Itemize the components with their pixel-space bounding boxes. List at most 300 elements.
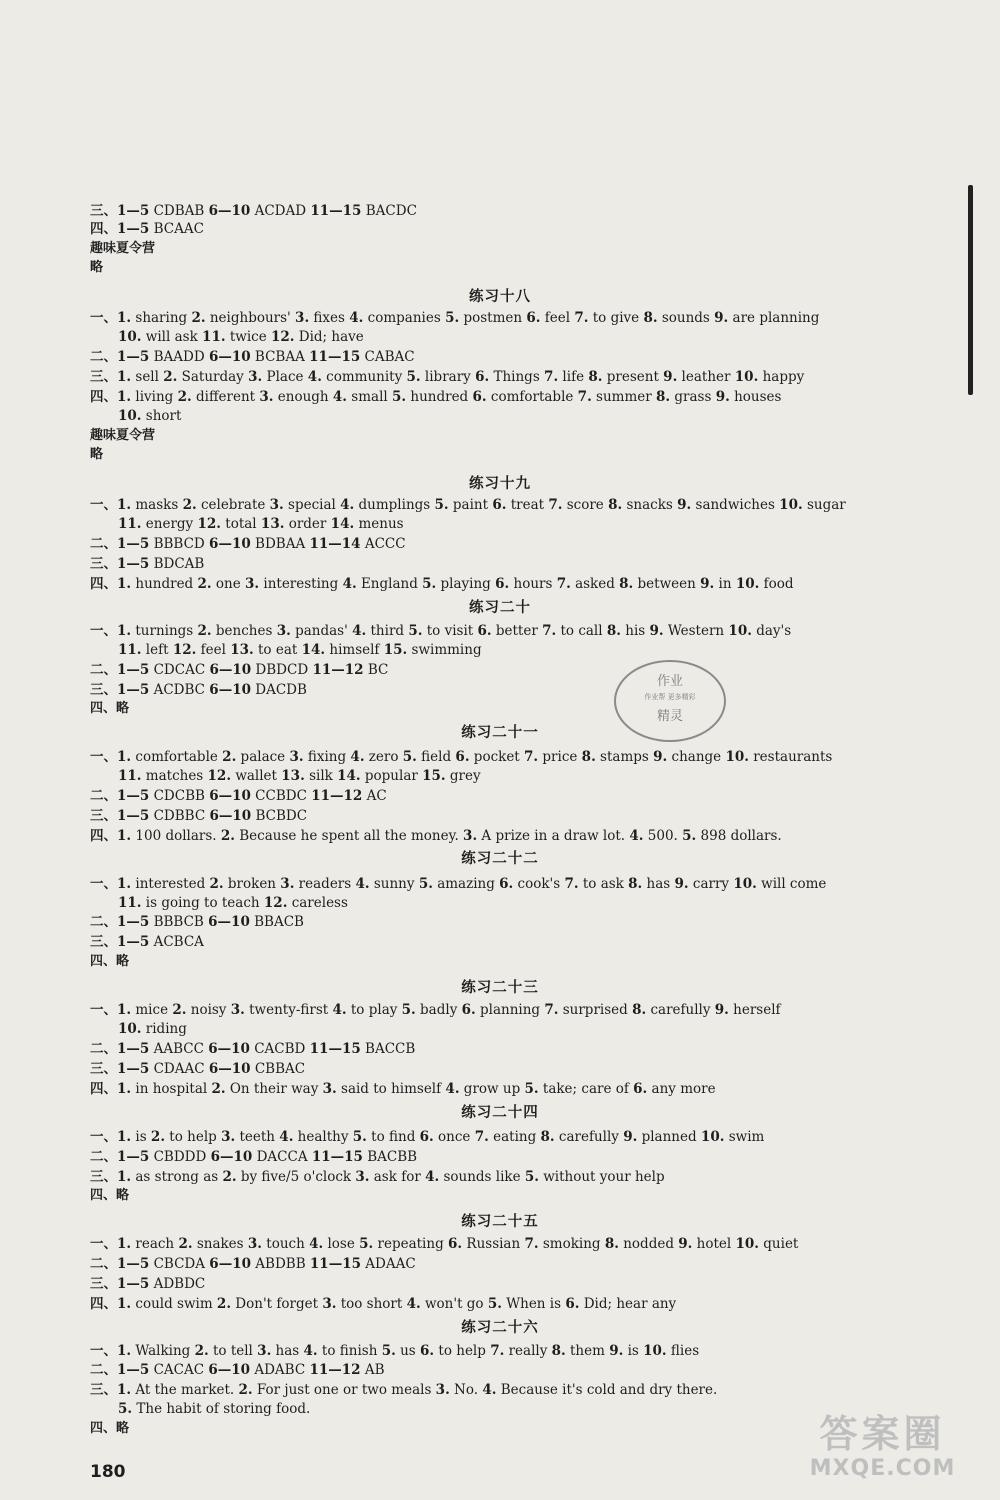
answer-text: to find <box>366 1129 420 1145</box>
answer-text: CBBAC <box>250 1061 306 1077</box>
answer-text: ACDBC <box>149 682 210 698</box>
answer-number: 3. <box>435 1382 450 1398</box>
answer-text: to give <box>588 310 644 326</box>
answer-line <box>90 1060 940 1078</box>
answer-number: 14. <box>330 516 355 532</box>
answer-text: BDBAA <box>250 536 310 552</box>
answer-text: The habit of storing food. <box>132 1401 311 1417</box>
answer-number: 6—10 <box>209 1256 251 1272</box>
answer-text: carefully <box>646 1002 715 1018</box>
answer-text: in hospital <box>131 1081 212 1097</box>
answer-number: 7. <box>490 1343 505 1359</box>
answer-text: change <box>667 749 726 765</box>
answer-number: 14. <box>337 768 361 784</box>
answer-text: CDBAB <box>149 203 209 219</box>
answer-text: Place <box>262 369 308 385</box>
answer-text: CBDDD <box>149 1149 211 1165</box>
answer-text: short <box>141 408 182 424</box>
answer-text: quiet <box>759 1236 799 1252</box>
answer-text: silk <box>304 768 338 784</box>
answer-text: Don't forget <box>231 1296 323 1312</box>
answer-number: 一、1. <box>90 497 132 513</box>
answer-text: small <box>347 389 392 405</box>
answer-text: ask for <box>369 1169 426 1185</box>
answer-number: 7. <box>574 310 589 326</box>
answer-text: BBBCD <box>149 536 210 552</box>
answer-text: hotel <box>692 1236 736 1252</box>
answer-text: to tell <box>208 1343 258 1359</box>
answer-number: 6. <box>461 1002 476 1018</box>
stamp-line-1: 作业 <box>656 674 683 689</box>
section-note: 四、略 <box>90 1421 130 1436</box>
answer-line <box>90 1255 940 1273</box>
answer-text: twice <box>225 329 271 345</box>
answer-text: his <box>620 623 650 639</box>
answer-number: 6. <box>499 876 514 892</box>
answer-text: turnings <box>131 623 198 639</box>
answer-text: repeating <box>373 1236 449 1252</box>
answer-text: 898 dollars. <box>696 828 782 844</box>
answer-text: For just one or two meals <box>252 1382 436 1398</box>
answer-text: Saturday <box>177 369 249 385</box>
answer-line <box>90 1361 940 1379</box>
answer-number: 一、1. <box>90 876 132 892</box>
answer-text: twenty-first <box>244 1002 333 1018</box>
answer-line <box>90 913 940 931</box>
answer-text: lose <box>323 1236 360 1252</box>
answer-number: 7. <box>544 369 559 385</box>
watermark-line-1: 答案圈 <box>819 1412 946 1456</box>
answer-text: field <box>416 749 456 765</box>
answer-number: 11. <box>118 642 142 658</box>
answer-number: 4. <box>303 1343 318 1359</box>
answer-text: houses <box>729 389 782 405</box>
answer-number: 9. <box>678 1236 693 1252</box>
answer-line <box>90 368 940 386</box>
answer-text: without your help <box>538 1169 665 1185</box>
answer-number: 6. <box>492 497 507 513</box>
section-title: 练习十九 <box>469 476 531 492</box>
answer-number: 2. <box>209 876 224 892</box>
answer-text: CACAC <box>149 1362 209 1378</box>
answer-number: 5. <box>422 576 437 592</box>
answer-text: take; care of <box>538 1081 634 1097</box>
answer-number: 12. <box>263 895 288 911</box>
answer-number: 3. <box>247 1236 262 1252</box>
answer-number: 10. <box>725 749 749 765</box>
answer-text: third <box>366 623 409 639</box>
answer-text: DACCA <box>252 1149 312 1165</box>
answer-number: 4. <box>340 497 355 513</box>
answer-number: 9. <box>649 623 664 639</box>
answer-number: 二、1—5 <box>90 1256 150 1272</box>
answer-line <box>118 767 968 785</box>
section-title: 练习二十一 <box>461 725 539 741</box>
section-note: 略 <box>90 260 104 275</box>
answer-number: 三、1—5 <box>90 1276 150 1292</box>
answer-text: one <box>211 576 245 592</box>
answer-text: left <box>141 642 173 658</box>
answer-number: 11—12 <box>311 788 363 804</box>
answer-text: sugar <box>802 497 846 513</box>
answer-text: ABDBB <box>250 1256 310 1272</box>
answer-number: 二、1—5 <box>90 1041 150 1057</box>
answer-text: won't go <box>420 1296 488 1312</box>
answer-text: Because he spent all the money. <box>234 828 464 844</box>
answer-number: 四、1. <box>90 576 132 592</box>
answer-number: 6—10 <box>209 536 251 552</box>
answer-line <box>90 555 940 573</box>
answer-text: living <box>131 389 178 405</box>
answer-text: planning <box>475 1002 545 1018</box>
answer-text: flies <box>666 1343 700 1359</box>
answer-number: 10. <box>643 1343 667 1359</box>
answer-text: happy <box>758 369 805 385</box>
answer-number: 11. <box>118 895 142 911</box>
answer-text: will come <box>756 876 827 892</box>
answer-number: 5. <box>524 1081 539 1097</box>
answer-number: 8. <box>619 576 634 592</box>
answer-text: noisy <box>186 1002 231 1018</box>
answer-number: 7. <box>556 576 571 592</box>
answer-text: food <box>759 576 794 592</box>
answer-number: 三、1—5 <box>90 203 150 219</box>
answer-line <box>118 407 968 425</box>
answer-text: 500. <box>643 828 683 844</box>
answer-number: 2. <box>163 369 178 385</box>
answer-number: 6. <box>472 389 487 405</box>
answer-text: CACBD <box>249 1041 310 1057</box>
answer-number: 8. <box>540 1129 555 1145</box>
answer-number: 10. <box>700 1129 725 1145</box>
answer-text: is <box>623 1343 644 1359</box>
answer-number: 二、1—5 <box>90 536 150 552</box>
answer-text: masks <box>131 497 183 513</box>
answer-number: 6—10 <box>209 808 252 824</box>
answer-text: sounds <box>657 310 715 326</box>
answer-text: sharing <box>131 310 192 326</box>
answer-number: 8. <box>606 623 621 639</box>
answer-number: 3. <box>221 1129 236 1145</box>
answer-number: 11—15 <box>310 203 362 219</box>
answer-number: 5. <box>392 389 407 405</box>
answer-number: 7. <box>577 389 592 405</box>
answer-text: asked <box>570 576 620 592</box>
answer-number: 8. <box>588 369 603 385</box>
answer-text: ADBDC <box>149 1276 206 1292</box>
answer-text: celebrate <box>196 497 270 513</box>
answer-text: BBACB <box>249 914 304 930</box>
answer-number: 3. <box>276 623 291 639</box>
answer-text: to help <box>434 1343 491 1359</box>
answer-text: nodded <box>618 1236 679 1252</box>
answer-number: 14. <box>301 642 326 658</box>
answer-text: to call <box>556 623 607 639</box>
answer-text: CDAAC <box>149 1061 209 1077</box>
answer-text: swimming <box>407 642 482 658</box>
answer-text: interested <box>131 876 210 892</box>
section-note: 四、略 <box>90 954 130 969</box>
answer-number: 三、1—5 <box>90 1061 150 1077</box>
answer-text: hundred <box>406 389 473 405</box>
section-note: 趣味夏令营 <box>90 241 156 256</box>
answer-line <box>90 827 940 845</box>
answer-text: healthy <box>293 1129 353 1145</box>
answer-text: Walking <box>131 1343 195 1359</box>
answer-text: Western <box>663 623 729 639</box>
answer-number: 7. <box>524 749 539 765</box>
answer-line <box>118 515 968 533</box>
answer-text: fixing <box>303 749 351 765</box>
answer-text: stamps <box>595 749 654 765</box>
answer-text: BAADD <box>149 349 209 365</box>
answer-number: 二、1—5 <box>90 788 150 804</box>
answer-number: 8. <box>604 1236 619 1252</box>
answer-text: playing <box>436 576 496 592</box>
answer-number: 4. <box>445 1081 460 1097</box>
answer-number: 9. <box>700 576 715 592</box>
answer-text: riding <box>141 1021 187 1037</box>
answer-number: 5. <box>359 1236 374 1252</box>
answer-text: AABCC <box>149 1041 209 1057</box>
answer-text: Did; have <box>294 329 364 345</box>
answer-text: neighbours' <box>205 310 296 326</box>
answer-text: menus <box>354 516 404 532</box>
answer-number: 12. <box>197 516 221 532</box>
answer-text: Because it's cold and dry there. <box>496 1382 718 1398</box>
answer-number: 2. <box>216 1296 232 1312</box>
answer-text: When is <box>501 1296 566 1312</box>
answer-text: sunny <box>369 876 419 892</box>
answer-number: 二、1—5 <box>90 1362 150 1378</box>
answer-text: has <box>271 1343 304 1359</box>
answer-text: CDCBB <box>149 788 210 804</box>
answer-text: sell <box>131 369 164 385</box>
answer-number: 12. <box>207 768 232 784</box>
answer-text: treat <box>506 497 549 513</box>
answer-text: BCAAC <box>149 221 204 237</box>
answer-number: 6—10 <box>208 1061 251 1077</box>
answer-number: 6—10 <box>209 788 251 804</box>
answer-number: 4. <box>332 389 347 405</box>
answer-text: present <box>602 369 664 385</box>
answer-number: 9. <box>663 369 678 385</box>
answer-text: day's <box>751 623 792 639</box>
answer-text: comfortable <box>486 389 578 405</box>
answer-number: 7. <box>564 876 579 892</box>
answer-number: 2. <box>222 1169 237 1185</box>
section-note: 趣味夏令营 <box>90 428 156 443</box>
answer-number: 7. <box>548 497 563 513</box>
answer-text: is going to teach <box>141 895 264 911</box>
answer-number: 2. <box>182 497 197 513</box>
answer-number: 6. <box>477 623 492 639</box>
answer-number: 3. <box>322 1081 337 1097</box>
answer-number: 4. <box>352 623 367 639</box>
answer-text: to visit <box>422 623 478 639</box>
answer-line <box>90 388 940 406</box>
stamp-line-3: 精灵 <box>656 709 683 724</box>
answer-line <box>90 575 940 593</box>
section-title: 练习二十二 <box>461 851 539 867</box>
answer-text: broken <box>223 876 281 892</box>
answer-text: grow up <box>459 1081 525 1097</box>
answer-number: 6—10 <box>210 1149 253 1165</box>
answer-number: 7. <box>542 623 557 639</box>
answer-number: 2. <box>220 828 235 844</box>
answer-text: special <box>283 497 341 513</box>
answer-number: 四、1. <box>90 389 132 405</box>
answer-number: 2. <box>172 1002 187 1018</box>
answer-text: Did; hear any <box>579 1296 677 1312</box>
answer-number: 3. <box>322 1296 337 1312</box>
answer-text: herself <box>728 1002 781 1018</box>
answer-text: Things <box>489 369 545 385</box>
answer-text: BACDC <box>361 203 417 219</box>
answer-number: 10. <box>733 876 757 892</box>
answer-text: carry <box>688 876 734 892</box>
answer-line <box>90 875 940 893</box>
answer-number: 6. <box>455 749 470 765</box>
answer-text: CDBBC <box>149 808 210 824</box>
answer-number: 2. <box>177 389 192 405</box>
answer-number: 3. <box>269 497 284 513</box>
answer-text: feel <box>196 642 231 658</box>
answer-text: Russian <box>462 1236 525 1252</box>
answer-text: eating <box>488 1129 541 1145</box>
answer-text: swim <box>724 1129 765 1145</box>
answer-number: 4. <box>425 1169 440 1185</box>
answer-text: grey <box>445 768 481 784</box>
answer-text: CCBDC <box>250 788 312 804</box>
answer-text: carefully <box>554 1129 624 1145</box>
answer-number: 一、1. <box>90 1002 132 1018</box>
answer-line <box>90 1381 940 1399</box>
answer-number: 三、1—5 <box>90 556 150 572</box>
answer-text: BCBDC <box>251 808 308 824</box>
answer-text: enough <box>273 389 333 405</box>
answer-text: to help <box>165 1129 222 1145</box>
answer-text: in <box>714 576 736 592</box>
answer-line <box>90 1148 940 1166</box>
section-title: 练习十八 <box>469 289 531 305</box>
answer-number: 9. <box>609 1343 624 1359</box>
answer-text: has <box>642 876 675 892</box>
answer-text: us <box>395 1343 421 1359</box>
answer-number: 10. <box>735 576 760 592</box>
answer-number: 13. <box>230 642 254 658</box>
answer-text: said to himself <box>336 1081 446 1097</box>
answer-number: 4. <box>482 1382 497 1398</box>
answer-text: energy <box>141 516 198 532</box>
answer-line <box>90 1342 940 1360</box>
answer-text: BACBB <box>362 1149 418 1165</box>
answer-number: 4. <box>307 369 322 385</box>
answer-text: BDCAB <box>149 556 205 572</box>
answer-text: CABAC <box>360 349 415 365</box>
answer-number: 9. <box>714 1002 729 1018</box>
answer-number: 9. <box>674 876 689 892</box>
answer-number: 四、1. <box>90 1081 132 1097</box>
answer-number: 5. <box>445 310 460 326</box>
answer-text: score <box>562 497 609 513</box>
answer-text: CDCAC <box>149 662 210 678</box>
answer-text: himself <box>325 642 384 658</box>
answer-number: 5. <box>682 828 697 844</box>
answer-text: to play <box>346 1002 402 1018</box>
answer-number: 2. <box>211 1081 226 1097</box>
answer-text: ACBCA <box>149 934 204 950</box>
answer-line <box>90 787 940 805</box>
answer-number: 8. <box>551 1343 566 1359</box>
answer-number: 3. <box>280 876 295 892</box>
answer-text: palace <box>236 749 290 765</box>
answer-text: comfortable <box>131 749 223 765</box>
answer-text: hundred <box>131 576 198 592</box>
answer-text: ACCC <box>360 536 406 552</box>
answer-number: 6—10 <box>208 1041 250 1057</box>
answer-text: pocket <box>469 749 525 765</box>
watermark <box>780 1412 985 1487</box>
answer-number: 一、1. <box>90 310 132 326</box>
page-number: 180 <box>90 1462 126 1482</box>
answer-text: them <box>565 1343 610 1359</box>
answer-text: badly <box>415 1002 462 1018</box>
answer-text: reach <box>131 1236 179 1252</box>
answer-number: 4. <box>406 1296 421 1312</box>
answer-number: 7. <box>524 1236 539 1252</box>
answer-number: 10. <box>779 497 803 513</box>
answer-number: 2. <box>194 1343 209 1359</box>
answer-number: 2. <box>197 623 212 639</box>
answer-line <box>90 622 940 640</box>
answer-number: 8. <box>632 1002 647 1018</box>
answer-text: will ask <box>141 329 203 345</box>
answer-number: 2. <box>222 749 237 765</box>
answer-text: different <box>191 389 260 405</box>
answer-number: 4. <box>350 749 365 765</box>
answer-text: really <box>504 1343 552 1359</box>
answer-text: careless <box>287 895 348 911</box>
answer-line <box>90 1295 940 1313</box>
answer-number: 四、1. <box>90 828 132 844</box>
answer-text: A prize in a draw lot. <box>477 828 630 844</box>
answer-number: 3. <box>248 369 263 385</box>
answer-text: is <box>131 1129 151 1145</box>
answer-number: 3. <box>257 1343 272 1359</box>
answer-text: touch <box>261 1236 310 1252</box>
answer-line <box>90 202 940 220</box>
answer-number: 二、1—5 <box>90 662 150 678</box>
section-title: 练习二十三 <box>461 980 539 996</box>
answer-number: 四、1—5 <box>90 221 150 237</box>
answer-text: fixes <box>309 310 350 326</box>
answer-text: matches <box>141 768 208 784</box>
answer-number: 11. <box>202 329 226 345</box>
answer-number: 2. <box>191 310 206 326</box>
answer-text: wallet <box>231 768 282 784</box>
answer-number: 11. <box>118 768 142 784</box>
answer-number: 3. <box>289 749 304 765</box>
answer-text: any more <box>647 1081 716 1097</box>
answer-text: On their way <box>225 1081 323 1097</box>
answer-number: 9. <box>715 389 730 405</box>
answer-text: once <box>433 1129 475 1145</box>
answer-text: paint <box>448 497 493 513</box>
answer-line <box>118 641 968 659</box>
answer-number: 4. <box>629 828 644 844</box>
answer-number: 7. <box>544 1002 559 1018</box>
